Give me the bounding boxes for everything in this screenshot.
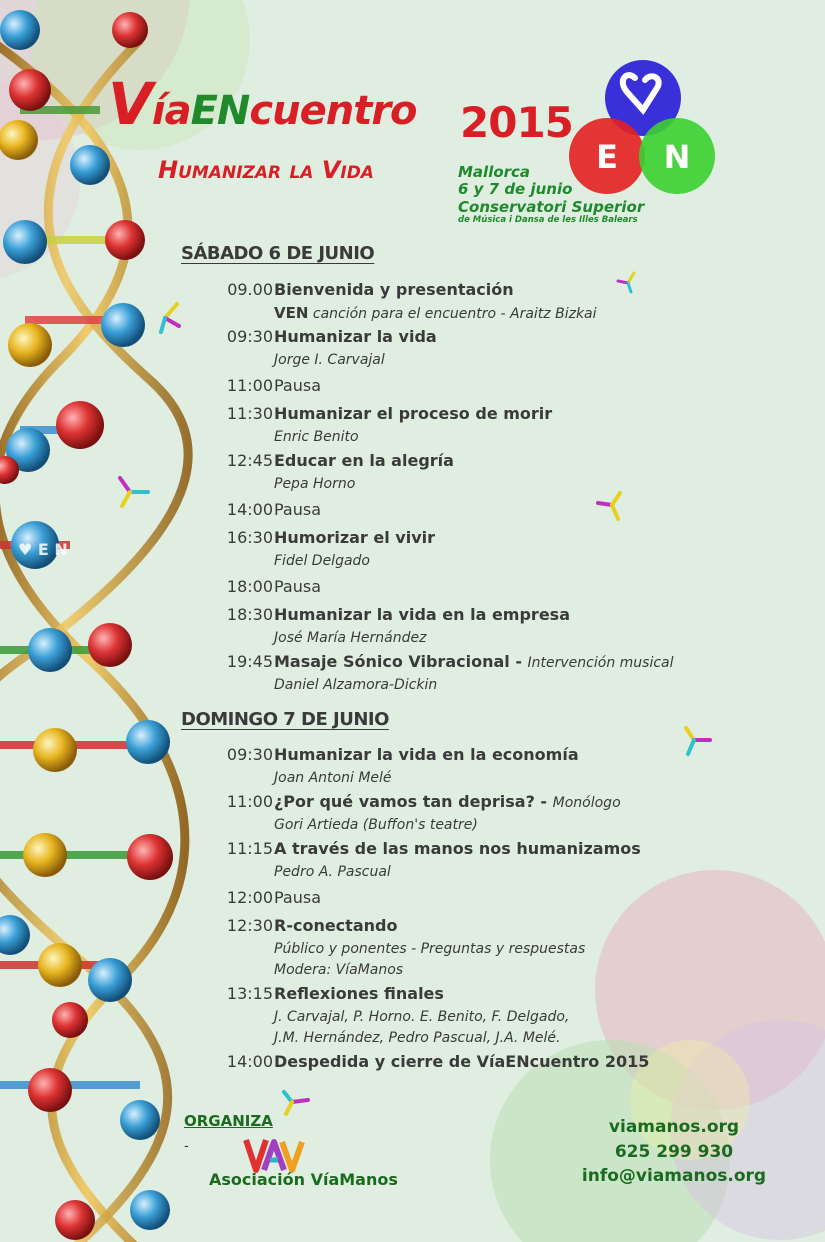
item-detail <box>205 303 675 324</box>
schedule-item <box>205 280 675 324</box>
schedule-item <box>205 745 675 789</box>
item-title-text: Masaje Sónico Vibracional - <box>274 652 522 671</box>
item-speaker: Enric Benito <box>274 429 359 445</box>
organiza-dash: - <box>184 1139 189 1154</box>
schedule-item <box>205 888 675 911</box>
schedule-item <box>205 1052 675 1075</box>
item-speaker: Fidel Delgado <box>274 553 370 569</box>
item-time: 12:45 <box>226 451 273 470</box>
item-time: 14:00 <box>226 500 273 519</box>
schedule-item <box>205 839 675 883</box>
item-title: Reflexiones finales <box>274 984 444 1003</box>
item-speaker: Joan Antoni Melé <box>274 770 392 786</box>
item-time: 16:30 <box>226 528 273 547</box>
item-title: Educar en la alegría <box>274 451 454 470</box>
ven-circles-logo <box>565 58 720 203</box>
item-time: 09:30 <box>226 745 273 764</box>
item-title <box>273 652 674 671</box>
event-subtitle: Humanizar la Vida <box>158 156 374 184</box>
item-speaker: José María Hernández <box>274 630 427 646</box>
logo-heart-v: V <box>108 70 152 138</box>
logo-cuentro: cuentro <box>249 88 417 134</box>
item-speaker: Gori Artieda (Buffon's teatre) <box>274 817 478 833</box>
item-speaker: Pepa Horno <box>274 476 356 492</box>
schedule-item <box>205 984 675 1049</box>
item-speaker: Pedro A. Pascual <box>274 864 391 880</box>
item-title: R-conectando <box>274 916 398 935</box>
item-time: 13:15 <box>226 984 273 1003</box>
item-time: 14:00 <box>226 1052 273 1071</box>
item-title: Bienvenida y presentación <box>274 280 514 299</box>
item-note: Intervención musical <box>527 655 674 671</box>
item-title: Humanizar la vida en la empresa <box>274 605 570 624</box>
item-speaker: Jorge I. Carvajal <box>274 352 385 368</box>
item-title: A través de las manos nos humanizamos <box>274 839 641 858</box>
schedule-item <box>205 451 675 495</box>
item-title: Humorizar el vivir <box>274 528 436 547</box>
item-title-text: ¿Por qué vamos tan deprisa? - <box>274 792 548 811</box>
item-title: Humanizar la vida en la economía <box>274 745 579 764</box>
sunday-heading: DOMINGO 7 DE JUNIO <box>181 709 389 730</box>
item-time: 18:00 <box>226 577 273 596</box>
item-time: 19:45 <box>226 652 273 671</box>
schedule-item <box>205 577 675 600</box>
svg-text:♥ E N: ♥ E N <box>18 540 68 559</box>
logo-en: EN <box>190 88 250 134</box>
item-title: Humanizar el proceso de morir <box>274 404 553 423</box>
item-moderator: Modera: VíaManos <box>274 962 404 978</box>
event-year: 2015 <box>460 98 573 147</box>
item-title: Pausa <box>274 888 322 907</box>
item-time: 11:00 <box>226 792 273 811</box>
schedule-item <box>205 605 675 649</box>
location-city: Mallorca <box>458 163 531 181</box>
organiza-label: ORGANIZA <box>184 1112 273 1130</box>
item-speaker: J.M. Hernández, Pedro Pascual, J.A. Melé. <box>274 1030 561 1046</box>
item-time: 12:00 <box>226 888 273 907</box>
item-speaker: Daniel Alzamora-Dickin <box>274 677 438 693</box>
item-title: Despedida y cierre de VíaENcuentro 2015 <box>274 1052 650 1071</box>
event-logo-title <box>108 70 448 150</box>
phone-number[interactable]: 625 299 930 <box>614 1141 734 1162</box>
association-name: Asociación VíaManos <box>209 1170 398 1189</box>
website-link[interactable]: viamanos.org <box>608 1117 740 1137</box>
item-title: Pausa <box>274 577 322 596</box>
saturday-heading: SÁBADO 6 DE JUNIO <box>181 243 375 264</box>
contact-block <box>574 1115 774 1189</box>
saturday-schedule <box>205 280 675 696</box>
schedule-item <box>205 792 675 836</box>
logo-via: ía <box>151 88 191 134</box>
schedule-item <box>205 327 675 371</box>
schedule-item <box>205 500 675 523</box>
location-venue: Conservatori Superior <box>458 197 645 216</box>
item-time: 09:30 <box>226 327 273 346</box>
item-time: 11:15 <box>226 839 273 858</box>
item-speaker: Público y ponentes - Preguntas y respuestas <box>274 941 586 957</box>
logo-letter-e: E <box>596 138 618 176</box>
item-time: 18:30 <box>226 605 273 624</box>
item-title: Humanizar la vida <box>274 327 437 346</box>
ven-label: VEN <box>274 304 309 322</box>
item-time: 11:00 <box>226 376 273 395</box>
item-title: Pausa <box>274 500 322 519</box>
schedule-item <box>205 376 675 399</box>
item-speaker: J. Carvajal, P. Horno. E. Benito, F. Delgado, <box>274 1009 570 1025</box>
item-time: 11:30 <box>226 404 273 423</box>
schedule-item <box>205 528 675 572</box>
email-link[interactable]: info@viamanos.org <box>581 1166 767 1187</box>
ven-detail: canción para el encuentro - Araitz Bizkai <box>312 306 597 322</box>
item-time: 09.00 <box>227 280 273 299</box>
item-time: 12:30 <box>226 916 273 935</box>
item-title <box>273 792 621 811</box>
location-dates: 6 y 7 de junio <box>458 180 573 199</box>
schedule-item <box>205 404 675 448</box>
item-note: Monólogo <box>552 795 621 811</box>
logo-letter-n: N <box>663 138 691 176</box>
schedule-item <box>205 916 675 981</box>
sunday-schedule <box>205 745 675 1075</box>
schedule-item <box>205 652 675 696</box>
location-venue-detail: de Música i Dansa de les Illes Balears <box>458 214 638 225</box>
item-title: Pausa <box>274 376 322 395</box>
